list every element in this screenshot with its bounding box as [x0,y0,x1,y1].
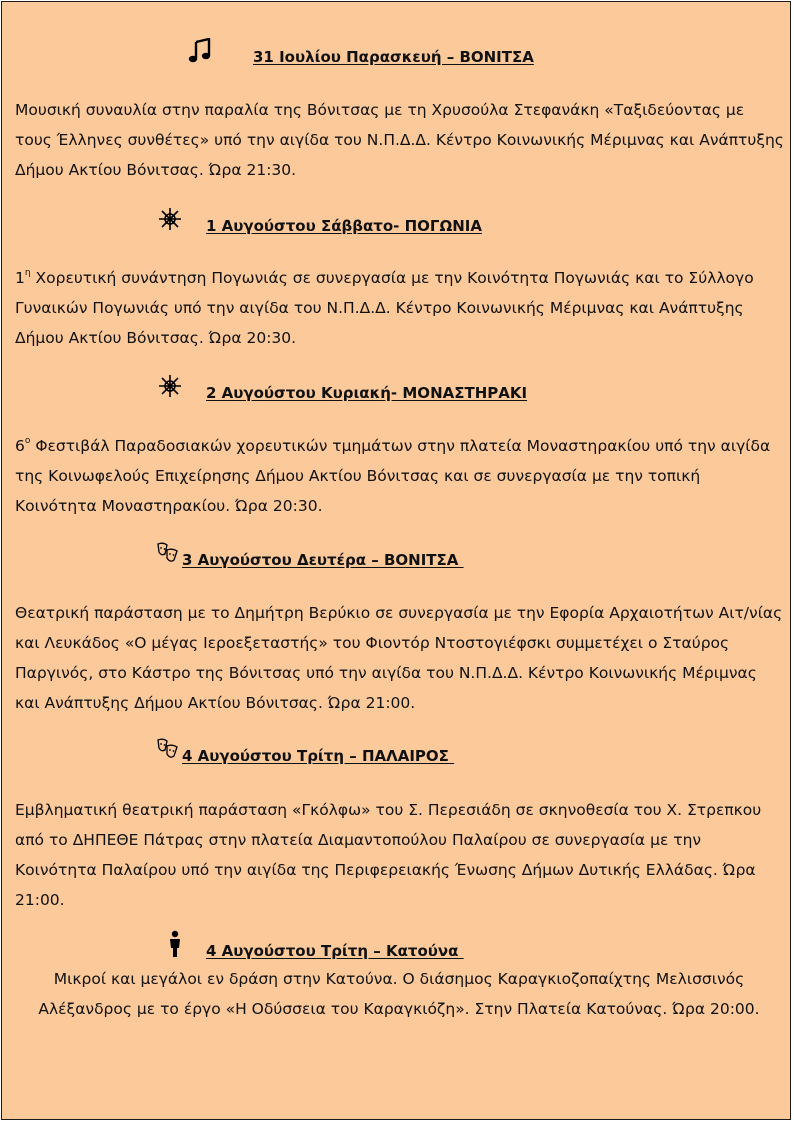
theater-masks-icon [156,541,180,565]
flower-icon [158,374,182,398]
event-description: Εμβληματική θεατρική παράσταση «Γκόλφω» του Σ. Περεσιάδη σε σκηνοθεσία του Χ. Στρεπκου από το ΔΗΠΕΘΕ Πάτρας στην πλατεία Διαμαντοπούλου Παλαίρου σε συνεργασία με την Κοινότητα Παλαίρου υπό την αιγίδα της Περιφερειακής Ένωσης Δήμων Δυτικής Ελλάδας. Ώρα 21:00. [15,801,762,909]
event-heading: 31 Ιουλίου Παρασκευή – ΒΟΝΙΤΣΑ [253,48,534,66]
event-heading: 4 Αυγούστου Τρίτη – ΠΑΛΑΙΡΟΣ [182,747,455,765]
program-page [1,1,791,1120]
event-description: Μικροί και μεγάλοι εν δράση στην Κατούνα. Ο διάσημος Καραγκιοζοπαίχτης Μελισσινός Αλέξανδρος με το έργο «Η Οδύσσεια του Καραγκιόζη». Στην Πλατεία Κατούνας. Ώρα 20:00. [38,970,760,1018]
event-description [15,263,785,353]
event-heading: 4 Αυγούστου Τρίτη – Κατούνα [206,942,464,960]
event-heading: 3 Αυγούστου Δευτέρα – ΒΟΝΙΤΣΑ [182,551,464,569]
event-description: Μουσική συναυλία στην παραλία της Βόνιτσας με τη Χρυσούλα Στεφανάκη «Ταξιδεύοντας με τους Έλληνες συνθέτες» υπό την αιγίδα του Ν.Π.Δ.Δ. Κέντρο Κοινωνικής Μέριμνας και Ανάπτυξης Δήμου Ακτίου Βόνιτσας. Ώρα 21:30. [15,101,784,179]
ordinal-suffix: η [24,268,31,278]
event-heading: 2 Αυγούστου Κυριακή- ΜΟΝΑΣΤΗΡΑΚΙ [206,384,528,402]
theater-masks-icon [156,737,180,761]
ordinal-number: 1 [15,269,25,287]
ordinal-number: 6 [15,437,25,455]
event-description-text: Χορευτική συνάντηση Πογωνιάς σε συνεργασία με την Κοινότητα Πογωνιάς και το Σύλλογο Γυναικών Πογωνιάς υπό την αιγίδα του Ν.Π.Δ.Δ. Κέντρο Κοινωνικής Μέριμνας και Ανάπτυξης Δήμου Ακτίου Βόνιτσας. Ώρα 20:30. [15,269,754,347]
music-note-icon [187,38,213,64]
event-description [15,431,785,521]
event-description: Θεατρική παράσταση με το Δημήτρη Βερύκιο σε συνεργασία με την Εφορία Αρχαιοτήτων Αιτ/νίας και Λευκάδος «Ο μέγας Ιεροεξεταστής» του Φιοντόρ Ντοστογιέφσκι συμμετέχει ο Σταύρος Παργινός, στο Κάστρο της Βόνιτσας υπό την αιγίδα του Ν.Π.Δ.Δ. Κέντρο Κοινωνικής Μέριμνας και Ανάπτυξης Δήμου Ακτίου Βόνιτσας. Ώρα 21:00. [15,604,783,712]
flower-icon [158,207,182,231]
event-description-text: Φεστιβάλ Παραδοσιακών χορευτικών τμημάτων στην πλατεία Μοναστηρακίου υπό την αιγίδα της Κοινωφελούς Επιχείρησης Δήμου Ακτίου Βόνιτσας και σε συνεργασία με την τοπική Κοινότητα Μοναστηρακίου. Ώρα 20:30. [15,437,771,515]
event-heading: 1 Αυγούστου Σάββατο- ΠΟΓΩΝΙΑ [206,217,482,235]
ordinal-suffix: ο [24,436,31,446]
person-icon [167,930,183,958]
